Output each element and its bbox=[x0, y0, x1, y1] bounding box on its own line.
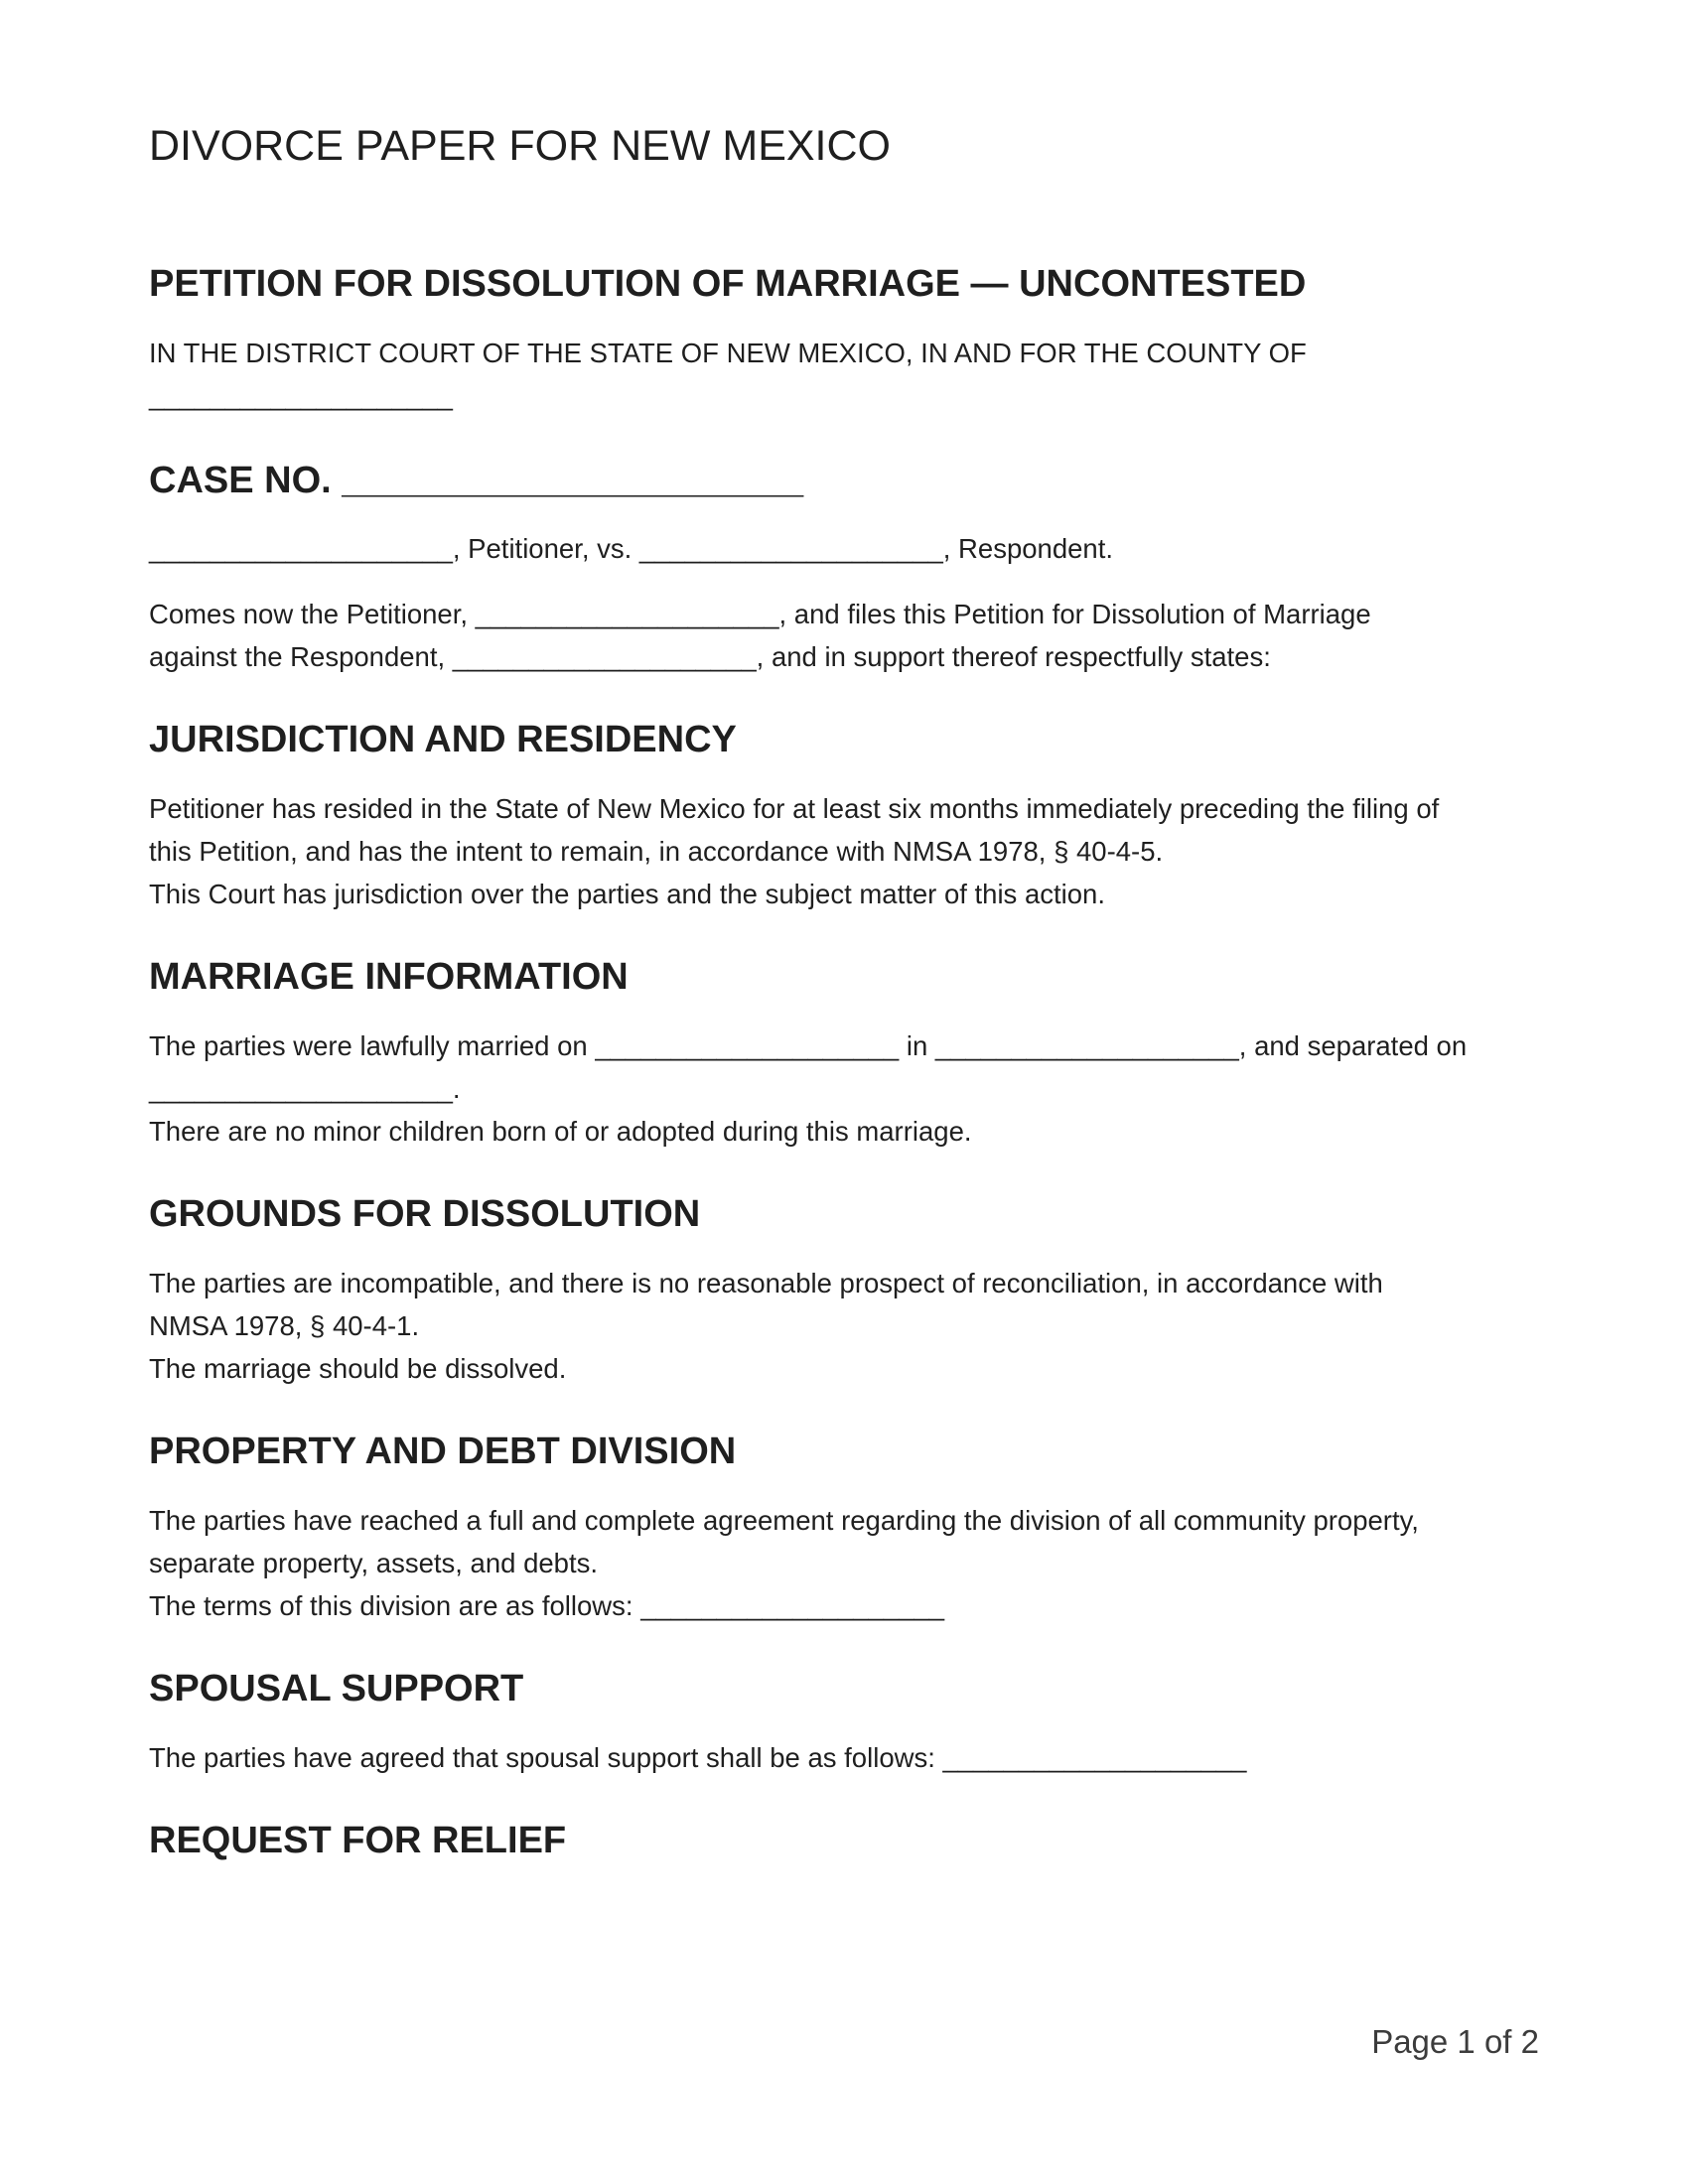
grounds-line: The marriage should be dissolved. bbox=[149, 1353, 567, 1384]
spousal-paragraph bbox=[149, 1736, 1539, 1779]
property-line: The parties have reached a full and complete agreement regarding the division of all community property, bbox=[149, 1505, 1419, 1536]
marriage-line: The parties were lawfully married on ____________________ in ____________________, and separated on bbox=[149, 1030, 1468, 1061]
intro-paragraph bbox=[149, 593, 1539, 678]
jurisdiction-line: Petitioner has resided in the State of New Mexico for at least six months immediately preceding the filing of bbox=[149, 793, 1440, 824]
heading-property: PROPERTY AND DEBT DIVISION bbox=[149, 1431, 737, 1472]
intro-line: Comes now the Petitioner, ____________________, and files this Petition for Dissolution of Marriage bbox=[149, 599, 1371, 629]
heading-relief: REQUEST FOR RELIEF bbox=[149, 1820, 567, 1861]
marriage-line: There are no minor children born of or adopted during this marriage. bbox=[149, 1116, 972, 1147]
parties-line bbox=[149, 527, 1539, 570]
page-number: Page 1 of 2 bbox=[1371, 2023, 1539, 2060]
parties-text: ____________________, Petitioner, vs. ____________________, Respondent. bbox=[149, 533, 1113, 564]
petition-subtitle: PETITION FOR DISSOLUTION OF MARRIAGE — UNCONTESTED bbox=[149, 263, 1307, 305]
grounds-line: NMSA 1978, § 40-4-1. bbox=[149, 1310, 420, 1341]
court-caption bbox=[149, 332, 1539, 417]
intro-line: against the Respondent, ____________________, and in support thereof respectfully states: bbox=[149, 641, 1271, 672]
jurisdiction-line: This Court has jurisdiction over the parties and the subject matter of this action. bbox=[149, 879, 1105, 909]
grounds-line: The parties are incompatible, and there is no reasonable prospect of reconciliation, in accordance with bbox=[149, 1268, 1383, 1298]
case-number: CASE NO. ______________________ bbox=[149, 460, 804, 501]
heading-jurisdiction: JURISDICTION AND RESIDENCY bbox=[149, 719, 737, 760]
jurisdiction-paragraph bbox=[149, 787, 1539, 915]
grounds-paragraph bbox=[149, 1262, 1539, 1390]
spousal-line: The parties have agreed that spousal support shall be as follows: ____________________ bbox=[149, 1742, 1247, 1773]
marriage-line: ____________________. bbox=[149, 1073, 461, 1104]
heading-marriage: MARRIAGE INFORMATION bbox=[149, 956, 629, 998]
county-blank: ____________________ bbox=[149, 380, 453, 411]
document-title: DIVORCE PAPER FOR NEW MEXICO bbox=[149, 122, 891, 170]
jurisdiction-line: this Petition, and has the intent to remain, in accordance with NMSA 1978, § 40-4-5. bbox=[149, 836, 1164, 867]
heading-grounds: GROUNDS FOR DISSOLUTION bbox=[149, 1193, 701, 1235]
marriage-paragraph bbox=[149, 1024, 1539, 1153]
property-line: separate property, assets, and debts. bbox=[149, 1548, 598, 1578]
court-caption-line: IN THE DISTRICT COURT OF THE STATE OF NEW MEXICO, IN AND FOR THE COUNTY OF bbox=[149, 338, 1307, 368]
property-line: The terms of this division are as follows: ____________________ bbox=[149, 1590, 945, 1621]
property-paragraph bbox=[149, 1499, 1539, 1627]
heading-spousal-support: SPOUSAL SUPPORT bbox=[149, 1668, 524, 1709]
